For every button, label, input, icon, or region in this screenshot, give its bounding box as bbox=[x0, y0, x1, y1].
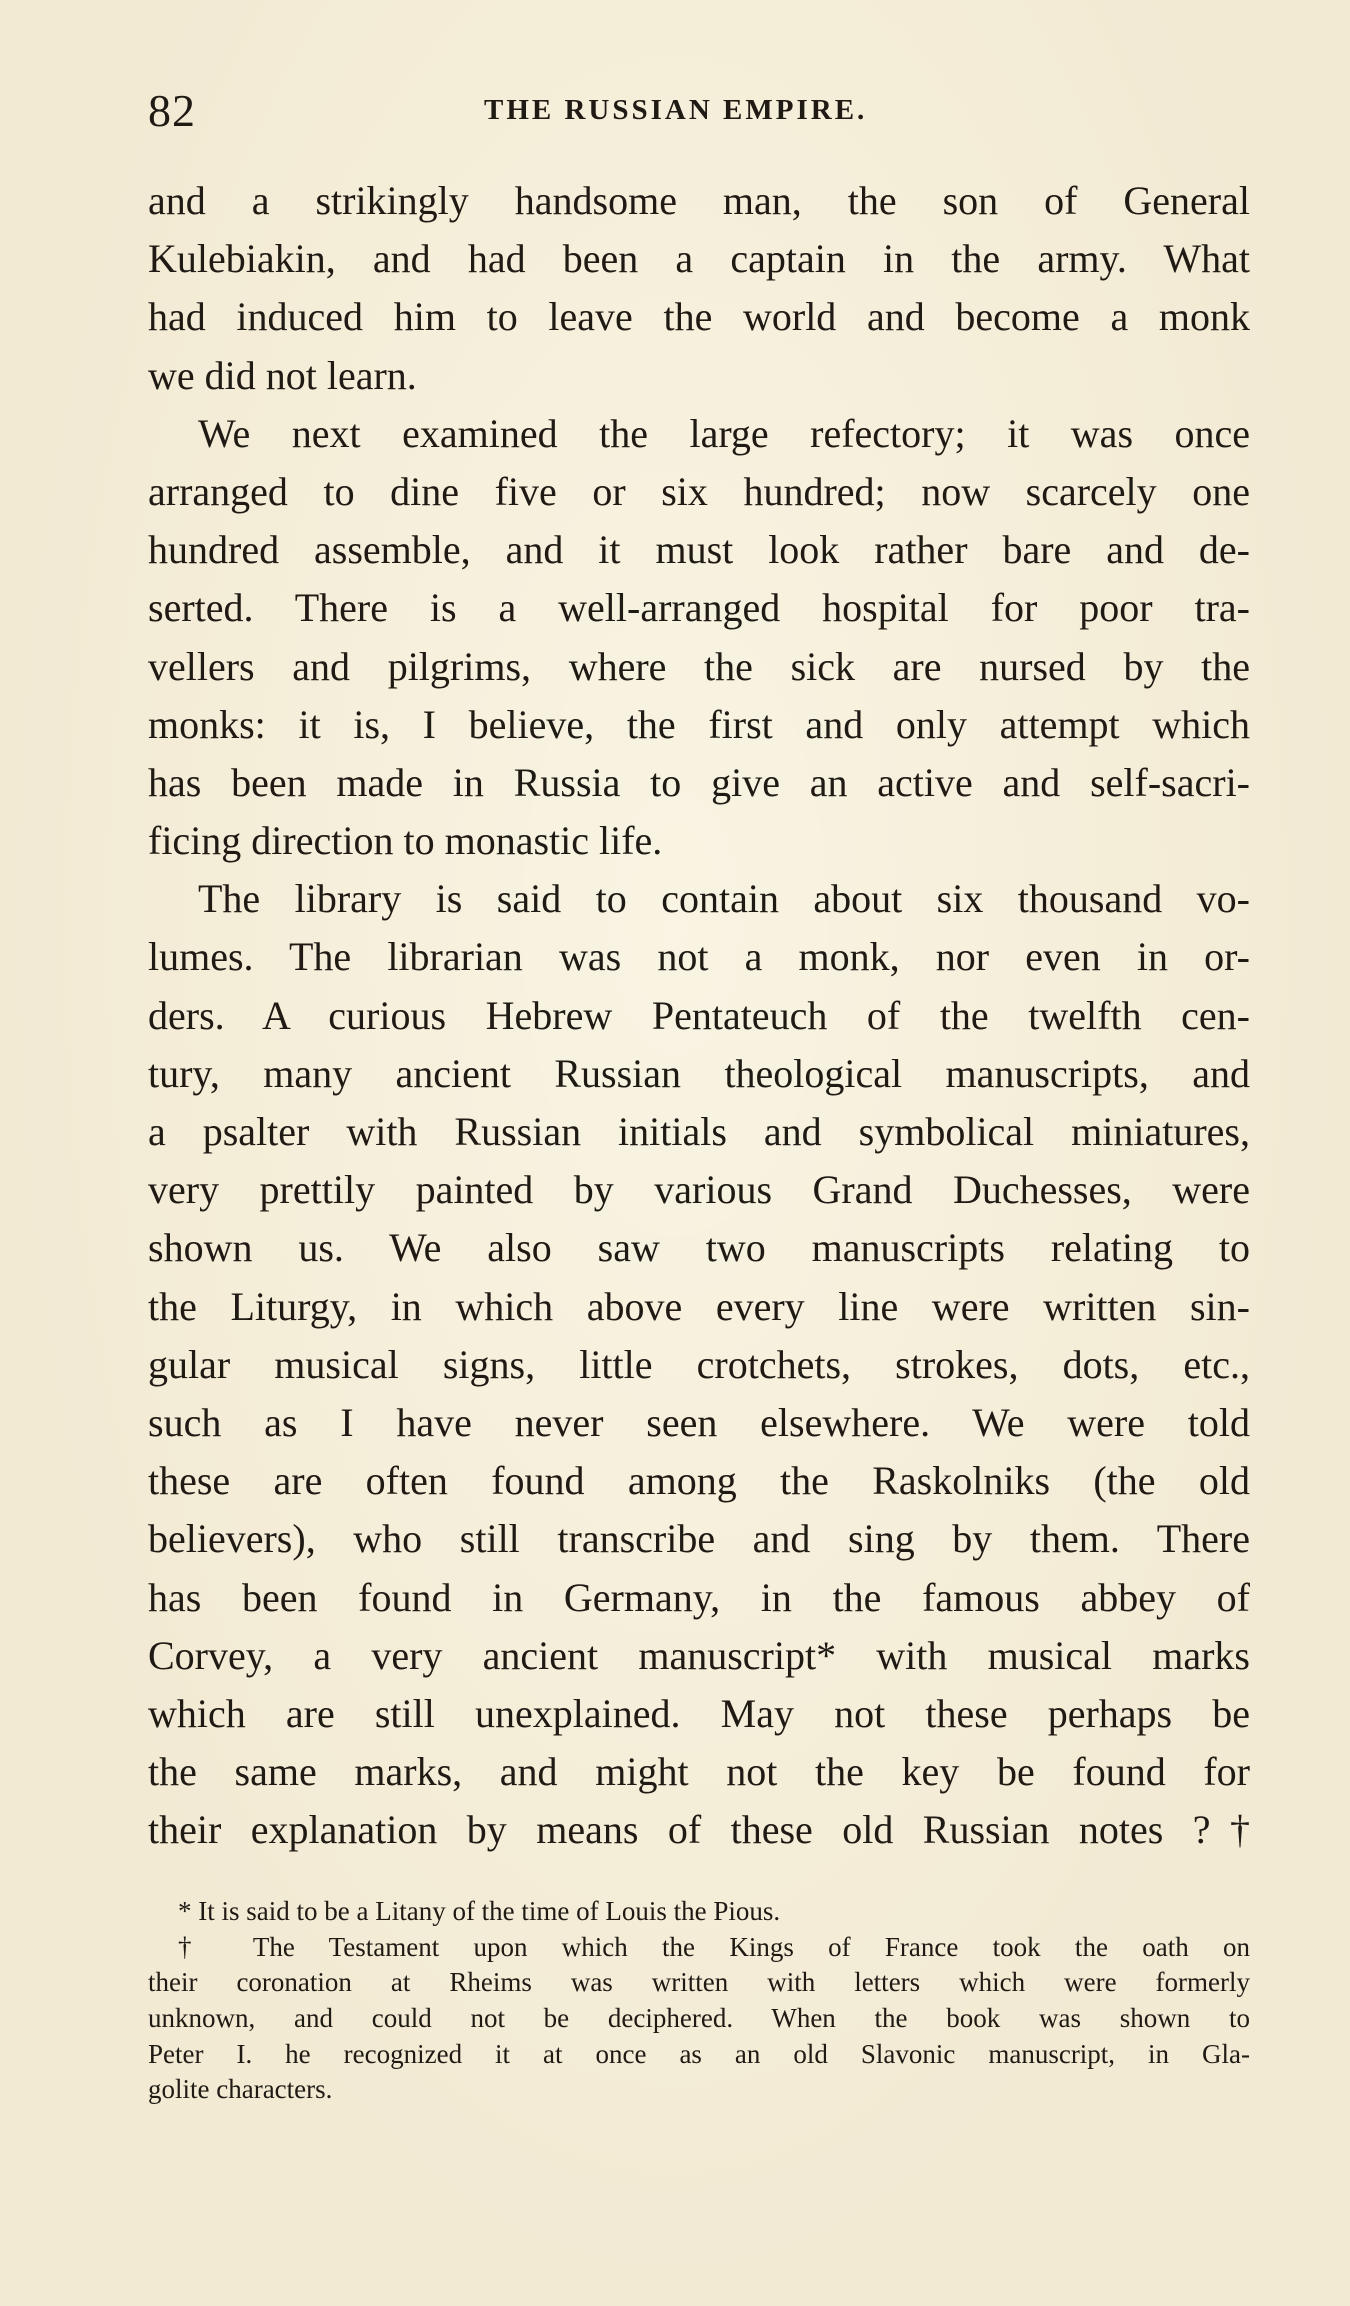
running-title: THE RUSSIAN EMPIRE. bbox=[484, 94, 868, 126]
text-line: vellers and pilgrims, where the sick are nursed by the bbox=[148, 643, 1250, 689]
footnote-line: Peter I. he recognized it at once as an old Slavonic manuscript, in Gla- bbox=[148, 2038, 1250, 2069]
text-line: their explanation by means of these old Russian notes ?† bbox=[148, 1807, 1250, 1853]
text-line: hundred assemble, and it must look rather bare and de- bbox=[148, 527, 1250, 573]
footnote-line: golite characters. bbox=[148, 2074, 333, 2105]
text-line: monks: it is, I believe, the first and only attempt which bbox=[148, 701, 1250, 747]
text-line: serted. There is a well-arranged hospital for poor tra- bbox=[148, 585, 1250, 631]
text-line: these are often found among the Raskolniks (the old bbox=[148, 1458, 1250, 1504]
text-line: The library is said to contain about six thousand vo- bbox=[198, 876, 1250, 922]
text-line: which are still unexplained. May not these perhaps be bbox=[148, 1690, 1250, 1736]
body-text bbox=[148, 172, 1250, 1859]
text-line: ficing direction to monastic life. bbox=[148, 818, 663, 864]
text-line: we did not learn. bbox=[148, 352, 417, 398]
text-line: gular musical signs, little crotchets, strokes, dots, etc., bbox=[148, 1341, 1250, 1387]
text-line: very prettily painted by various Grand Duchesses, were bbox=[148, 1167, 1250, 1213]
text-line: the same marks, and might not the key be found for bbox=[148, 1749, 1250, 1795]
text-line: ders. A curious Hebrew Pentateuch of the twelfth cen- bbox=[148, 992, 1250, 1038]
footnote-line: their coronation at Rheims was written with letters which were formerly bbox=[148, 1967, 1250, 1998]
text-line: had induced him to leave the world and become a monk bbox=[148, 294, 1250, 340]
text-line: believers), who still transcribe and sing by them. There bbox=[148, 1516, 1250, 1562]
text-line: tury, many ancient Russian theological manuscripts, and bbox=[148, 1050, 1250, 1096]
text-line: Kulebiakin, and had been a captain in the army. What bbox=[148, 236, 1250, 282]
text-line: a psalter with Russian initials and symbolical miniatures, bbox=[148, 1109, 1250, 1154]
footnote-line: † The Testament upon which the Kings of France took the oath on bbox=[178, 1931, 1250, 1962]
text-line: Corvey, a very ancient manuscript* with musical marks bbox=[148, 1632, 1250, 1678]
text-line: such as I have never seen elsewhere. We were told bbox=[148, 1399, 1250, 1445]
text-line: arranged to dine five or six hundred; now scarcely one bbox=[148, 468, 1250, 514]
footnotes bbox=[148, 1894, 1250, 2108]
footnote-line: unknown, and could not be deciphered. When the book was shown to bbox=[148, 2003, 1250, 2034]
text-line: lumes. The librarian was not a monk, nor even in or- bbox=[148, 934, 1250, 980]
text-line: We next examined the large refectory; it was once bbox=[198, 410, 1250, 456]
footnote-line: * It is said to be a Litany of the time of Louis the Pious. bbox=[178, 1896, 781, 1926]
text-line: shown us. We also saw two manuscripts relating to bbox=[148, 1225, 1250, 1271]
text-line: has been found in Germany, in the famous abbey of bbox=[148, 1574, 1250, 1620]
text-line: the Liturgy, in which above every line were written sin- bbox=[148, 1283, 1250, 1329]
running-head bbox=[148, 84, 1250, 144]
text-line: has been made in Russia to give an active and self-sacri- bbox=[148, 759, 1250, 805]
text-line: and a strikingly handsome man, the son of General bbox=[148, 178, 1250, 223]
page-number: 82 bbox=[148, 85, 196, 136]
